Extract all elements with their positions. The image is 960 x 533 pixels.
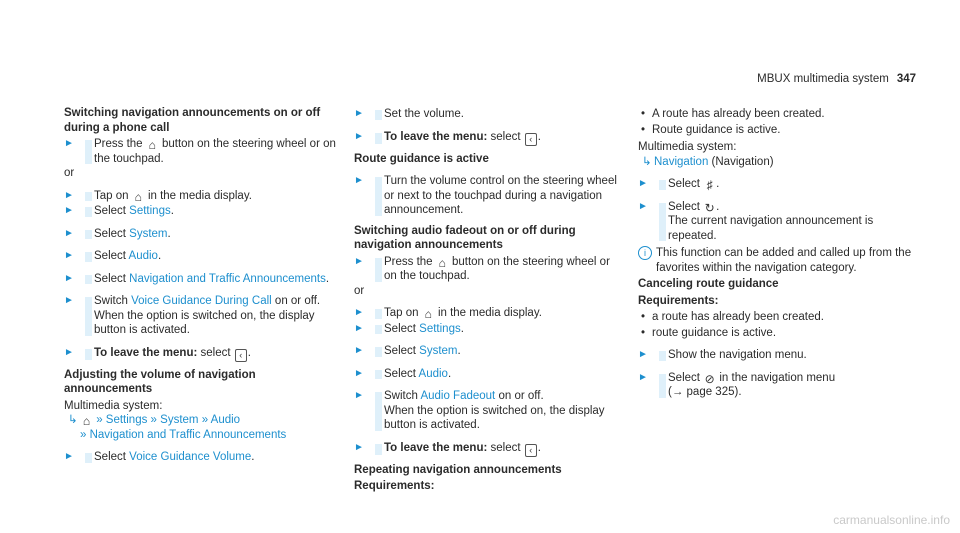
step-arrow-icon: ► xyxy=(638,200,648,212)
step: ► To leave the menu: select ‹ . xyxy=(354,130,541,144)
requirements-label: Requirements: xyxy=(354,480,435,492)
step-arrow-icon: ► xyxy=(64,205,74,216)
menu-path: ↳ ⌂ » Settings » System » Audio » Navigation and Traffic Announcements xyxy=(68,414,287,441)
step: ► Press the ⌂ button on the steering wheel or on the touchpad. xyxy=(354,255,610,282)
audio-link[interactable]: Audio xyxy=(128,250,158,262)
page-reference[interactable]: (→ page 325). xyxy=(668,386,742,398)
step: ► To leave the menu: select ‹ . xyxy=(354,441,541,455)
step: ► Select Audio. xyxy=(354,367,452,380)
settings-link[interactable]: Settings xyxy=(129,205,171,217)
heading-cancel-route: Canceling route guidance xyxy=(638,278,779,290)
heading-phone-call: Switching navigation announcements on or off during a phone call xyxy=(64,107,321,134)
step-arrow-icon: ► xyxy=(64,295,74,306)
multimedia-system-label: Multimedia system: xyxy=(64,399,163,412)
step-arrow-icon: ► xyxy=(64,272,74,284)
audio-link[interactable]: Audio xyxy=(418,367,448,380)
step: ► Select System. xyxy=(64,227,171,240)
settings-link[interactable]: Settings xyxy=(419,322,461,335)
step-arrow-icon: ► xyxy=(64,138,74,149)
step-arrow-icon: ► xyxy=(354,345,364,356)
step-arrow-icon: ► xyxy=(638,349,648,360)
list-item: • A route has already been created. xyxy=(641,108,825,120)
multimedia-system-label: Multimedia system: xyxy=(638,141,737,153)
step-arrow-icon: ► xyxy=(64,451,74,462)
step: ► Press the ⌂ button on the steering wheel or on the touchpad. xyxy=(64,138,336,165)
watermark: carmanualsonline.info xyxy=(833,512,950,527)
home-icon: ⌂ xyxy=(134,189,142,204)
step: ► Select Voice Guidance Volume. xyxy=(64,451,255,463)
step-arrow-icon: ► xyxy=(354,175,364,186)
step-arrow-icon: ► xyxy=(354,390,364,401)
step-arrow-icon: ► xyxy=(354,255,364,267)
navigation-link[interactable]: Navigation xyxy=(654,155,709,168)
step-arrow-icon: ► xyxy=(638,178,648,189)
home-icon: ⌂ xyxy=(148,138,156,152)
step: ► Select ⊘ in the navigation menu (→ page 325). xyxy=(638,371,836,398)
page-header xyxy=(757,72,916,87)
step-arrow-icon: ► xyxy=(638,371,648,383)
or-text: or xyxy=(354,284,365,297)
back-icon: ‹ xyxy=(525,444,537,457)
bullet-icon: • xyxy=(641,108,646,120)
repeat-announcement-icon: ↻ xyxy=(704,200,715,215)
step-arrow-icon: ► xyxy=(354,367,364,379)
home-icon: ⌂ xyxy=(424,307,432,321)
step: ► Tap on ⌂ in the media display. xyxy=(64,189,252,204)
voice-guidance-volume-link[interactable]: Voice Guidance Volume xyxy=(129,451,252,463)
info-note: i This function can be added and called up from the favorites within the navigation category. xyxy=(638,246,913,275)
home-icon: ⌂ xyxy=(82,414,91,428)
path-hook-icon: ↳ xyxy=(642,155,652,168)
cancel-route-icon: ⊘ xyxy=(704,371,715,386)
heading-repeat-announcements: Repeating navigation announcements xyxy=(354,463,562,476)
step: ► Turn the volume control on the steering wheel or next to the touchpad during a navigation announcement. xyxy=(354,175,617,216)
column-1 xyxy=(64,106,342,465)
bullet-icon: • xyxy=(641,123,646,136)
audio-fadeout-link[interactable]: Audio Fadeout xyxy=(420,390,496,402)
bullet-icon: • xyxy=(641,326,646,339)
step: ► Select ↻. The current navigation announcement is repeated. xyxy=(638,200,874,242)
navigation-traffic-link[interactable]: Navigation and Traffic Announcements xyxy=(129,272,326,285)
heading-adjust-volume: Adjusting the volume of navigation announcements xyxy=(64,368,256,395)
voice-announcement-icon: ♯ xyxy=(706,178,713,192)
step: ► Switch Audio Fadeout on or off. When the option is switched on, the display button is activated. xyxy=(354,390,605,431)
list-item: • a route has already been created. xyxy=(641,311,824,323)
step: ► Tap on ⌂ in the media display. xyxy=(354,307,542,321)
path-hook-icon: ↳ xyxy=(68,414,78,426)
step-arrow-icon: ► xyxy=(354,441,364,453)
header-title: MBUX multimedia system xyxy=(757,73,889,85)
step-arrow-icon: ► xyxy=(354,322,364,334)
list-item: • route guidance is active. xyxy=(641,326,777,339)
heading-audio-fadeout: Switching audio fadeout on or off during navigation announcements xyxy=(354,224,576,251)
step: ► Select ♯ . xyxy=(638,178,720,192)
or-text: or xyxy=(64,167,75,179)
step: ► Switch Voice Guidance During Call on or off. When the option is switched on, the display button is activated. xyxy=(64,295,321,336)
step-arrow-icon: ► xyxy=(354,108,364,119)
home-icon: ⌂ xyxy=(438,255,446,270)
column-3 xyxy=(638,106,913,400)
requirements-label: Requirements: xyxy=(638,294,719,307)
back-icon: ‹ xyxy=(235,349,247,362)
step: ► Select Navigation and Traffic Announcements. xyxy=(64,272,330,285)
page-number: 347 xyxy=(896,73,916,85)
info-icon: i xyxy=(638,246,652,260)
step-arrow-icon: ► xyxy=(64,250,74,261)
step-arrow-icon: ► xyxy=(64,346,74,358)
step: ► Show the navigation menu. xyxy=(638,349,807,361)
back-icon: ‹ xyxy=(525,133,537,146)
system-link[interactable]: System xyxy=(419,345,458,357)
system-link[interactable]: System xyxy=(129,227,168,240)
step: ► Select Audio. xyxy=(64,250,162,262)
step: ► To leave the menu: select ‹ . xyxy=(64,346,251,360)
step: ► Select System. xyxy=(354,345,461,357)
bullet-icon: • xyxy=(641,311,646,323)
step: ► Set the volume. xyxy=(354,108,464,120)
column-2 xyxy=(354,106,624,496)
heading-route-active: Route guidance is active xyxy=(354,152,489,165)
step: ► Select Settings. xyxy=(64,205,174,217)
list-item: • Route guidance is active. xyxy=(641,123,781,136)
step-arrow-icon: ► xyxy=(64,189,74,201)
step-arrow-icon: ► xyxy=(354,307,364,318)
menu-path: ↳ Navigation (Navigation) xyxy=(642,155,774,168)
step-arrow-icon: ► xyxy=(64,227,74,239)
step-arrow-icon: ► xyxy=(354,130,364,142)
voice-guidance-call-link[interactable]: Voice Guidance During Call xyxy=(131,295,272,307)
step: ► Select Settings. xyxy=(354,322,464,335)
